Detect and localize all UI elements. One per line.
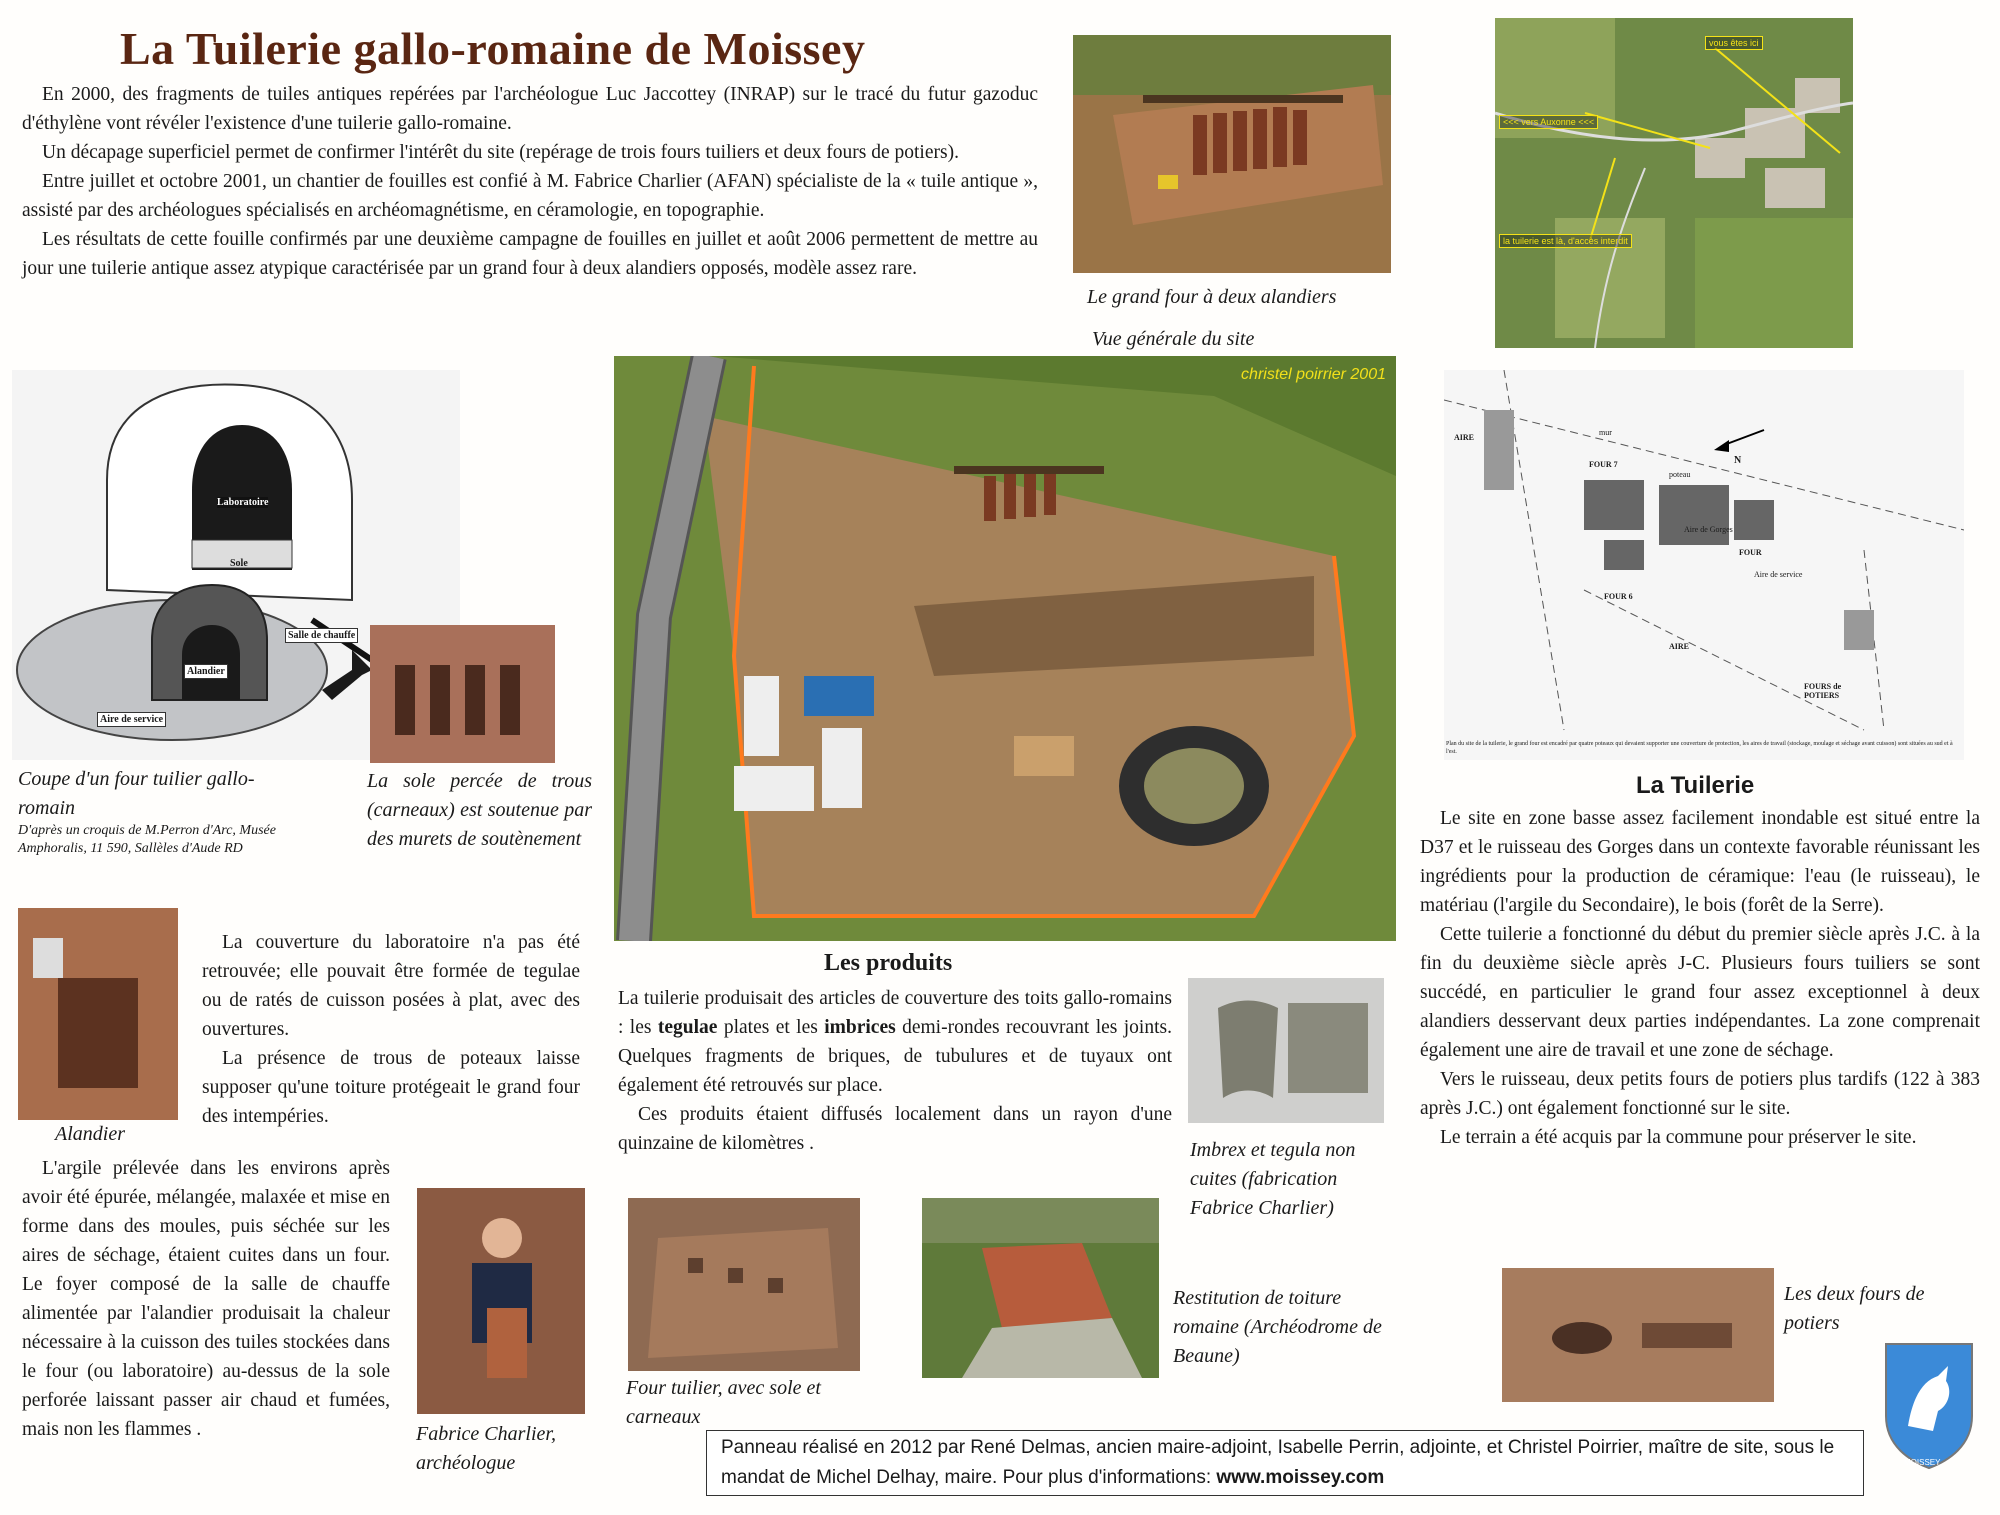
map-label-auxonne: <<< vers Auxonne <<<: [1499, 115, 1598, 129]
coupe-source: D'après un croquis de M.Perron d'Arc, Musée Amphoralis, 11 590, Sallèles d'Aude RD: [18, 823, 276, 856]
plan-legend: Plan du site de la tuilerie, le grand four est encadré par quatre poteaux qui devaient supporter une couverture de protection, les aires de travail (stockage, moulage et séchage avant cuisson) sont situées au sud et à l'est.: [1446, 741, 1953, 755]
produits-text: [618, 984, 1172, 1158]
sole-photo: [370, 625, 555, 763]
intro-paragraph: En 2000, des fragments de tuiles antiques repérées par l'archéologue Luc Jaccottey (INRAP) sur le tracé du futur gazoduc d'éthylène vont révéler l'existence d'une tuilerie gallo-romaine.: [22, 84, 1038, 134]
alandier-caption: Alandier: [55, 1123, 125, 1145]
produits-heading: Les produits: [824, 950, 953, 976]
produits-text-b: plates et les: [717, 1017, 825, 1038]
tuilerie-heading: La Tuilerie: [1636, 772, 1755, 799]
aerial-map: [1495, 18, 1853, 348]
plan-label-four6: FOUR 6: [1604, 592, 1633, 601]
plan-label-aire1: AIRE: [1454, 433, 1475, 442]
footer-text: Panneau réalisé en 2012 par René Delmas, ancien maire-adjoint, Isabelle Perrin, adjointe, et Christel Poirrier, maître de site, sous le mandat de Michel Delhay, maire. Pour plus d'informations:: [721, 1437, 1835, 1488]
grand-four-photo: [1073, 35, 1391, 273]
deux-fours-photo: [1502, 1268, 1774, 1402]
tuilerie-paragraph: Vers le ruisseau, deux petits fours de potiers plus tardifs (122 à 383 après J.C.) ont également fonctionné sur le site.: [1420, 1069, 1980, 1119]
vue-generale-caption: Vue générale du site: [1092, 328, 1255, 350]
imbrex-caption: Imbrex et tegula non cuites (fabrication Fabrice Charlier): [1190, 1139, 1356, 1219]
intro-text: [22, 80, 1038, 283]
sole-caption: La sole percée de trous (carneaux) est soutenue par des murets de soutènement: [367, 770, 592, 850]
moissey-crest: [1878, 1336, 1980, 1472]
produits-text-a: La tuilerie produisait des articles de couverture des toits gallo-romains : les: [618, 988, 1172, 1038]
crest-text: MOISSEY: [1904, 1458, 1941, 1467]
four-tuilier-caption: Four tuilier, avec sole et carneaux: [626, 1377, 821, 1428]
intro-paragraph: Un décapage superficiel permet de confirmer l'intérêt du site (repérage de trois fours tuiliers et deux fours de potiers).: [42, 142, 959, 163]
produits-paragraph: [618, 984, 1172, 1100]
grand-four-caption: Le grand four à deux alandiers: [1087, 286, 1337, 308]
label-aire: Aire de service: [97, 712, 166, 727]
plan-label-aire2: AIRE: [1669, 642, 1690, 651]
tuilerie-text: [1420, 804, 1980, 1152]
produits-paragraph: Ces produits étaient diffusés localement dans un rayon d'une quinzaine de kilomètres .: [618, 1104, 1172, 1154]
plan-label-aire-gorges: Aire de Gorges: [1684, 525, 1733, 534]
plan-label-poteau: poteau: [1669, 470, 1691, 479]
imbrex-photo: [1188, 978, 1384, 1123]
tegulae-term: tegulae: [657, 1017, 718, 1038]
argile-paragraph: L'argile prélevée dans les environs après avoir été épurée, mélangée, malaxée et mise en forme dans des moules, puis séchée sur les aires de séchage, étaient cuites dans un four. Le foyer composé de la salle de chauffe alimentée par l'alandier produisait la chaleur nécessaire à la cuisson des tuiles stockées dans le four (ou laboratoire) au-dessus de la sole perforée laissant passer air chaud et fumées, mais non les flammes .: [22, 1158, 390, 1440]
couverture-text: [202, 928, 580, 1131]
label-laboratoire: Laboratoire: [217, 497, 269, 508]
footer-credits: [706, 1430, 1864, 1496]
deux-fours-caption: Les deux fours de potiers: [1784, 1283, 1925, 1334]
couverture-paragraph: La présence de trous de poteaux laisse supposer qu'une toiture protégeait le grand four des intempéries.: [202, 1048, 580, 1127]
plan-label-n: N: [1734, 455, 1742, 466]
plan-label-four: FOUR: [1739, 548, 1762, 557]
intro-paragraph: Entre juillet et octobre 2001, un chantier de fouilles est confié à M. Fabrice Charlier (AFAN) spécialiste de la « tuile antique », assisté par des archéologues spécialisés en archéomagnétisme, en céramologie, en topographie.: [22, 171, 1038, 221]
plan-label-mur: mur: [1599, 428, 1612, 437]
fabrice-photo: [417, 1188, 585, 1414]
site-plan: [1444, 370, 1964, 760]
argile-text: [22, 1154, 390, 1444]
imbrices-term: imbrices: [824, 1017, 896, 1038]
label-sole: Sole: [230, 558, 248, 569]
label-alandier: Alandier: [184, 664, 228, 679]
label-salle: Salle de chauffe: [285, 628, 358, 643]
coupe-caption: Coupe d'un four tuilier gallo-romain: [18, 768, 255, 819]
restitution-photo: [922, 1198, 1159, 1378]
map-label-vous: vous êtes ici: [1705, 36, 1763, 50]
restitution-caption: Restitution de toiture romaine (Archéodrome de Beaune): [1173, 1287, 1382, 1367]
tuilerie-paragraph: Cette tuilerie a fonctionné du début du premier siècle après J.C. à la fin du deuxième siècle après J-C. Plusieurs fours tuiliers se sont succédé, en particulier le grand four assez exceptionnel à deux alandiers desservant deux parties indépendantes. La zone comprenait également une aire de travail et une zone de séchage.: [1420, 924, 1980, 1061]
four-tuilier-photo: [628, 1198, 860, 1371]
tuilerie-paragraph: Le site en zone basse assez facilement inondable est situé entre la D37 et le ruisseau des Gorges dans un contexte favorable réunissant les ingrédients pour la production de céramique: l'eau (le ruisseau), le matériau (l'argile du Secondaire), le bois (forêt de la Serre).: [1420, 808, 1980, 916]
aerial-site-photo: [614, 356, 1396, 941]
plan-label-aire-service: Aire de service: [1754, 570, 1803, 579]
fabrice-caption: Fabrice Charlier, archéologue: [416, 1423, 556, 1474]
tuilerie-paragraph: Le terrain a été acquis par la commune pour préserver le site.: [1440, 1127, 1917, 1148]
page-title: La Tuilerie gallo-romaine de Moissey: [120, 23, 866, 74]
plan-label-fours-potiers: FOURS de POTIERS: [1804, 682, 1842, 700]
map-label-tuilerie: la tuilerie est là, d'accès interdit: [1499, 234, 1632, 248]
intro-paragraph: Les résultats de cette fouille confirmés par une deuxième campagne de fouilles en juillet et août 2006 permettent de mettre au jour une tuilerie antique assez atypique caractérisée par un grand four à deux alandiers opposés, modèle assez rare.: [22, 229, 1038, 279]
couverture-paragraph: La couverture du laboratoire n'a pas été retrouvée; elle pouvait être formée de tegulae ou de ratés de cuisson posées à plat, avec des ouvertures.: [202, 932, 580, 1040]
plan-label-four7: FOUR 7: [1589, 460, 1618, 469]
produits-text-c: demi-rondes recouvrant les joints. Quelques fragments de briques, de tubulures et de tuyaux ont également été retrouvés sur place.: [618, 1017, 1172, 1096]
alandier-photo: [18, 908, 178, 1120]
website-link[interactable]: www.moissey.com: [1216, 1467, 1385, 1488]
photo-credit: christel poirrier 2001: [1241, 366, 1386, 383]
